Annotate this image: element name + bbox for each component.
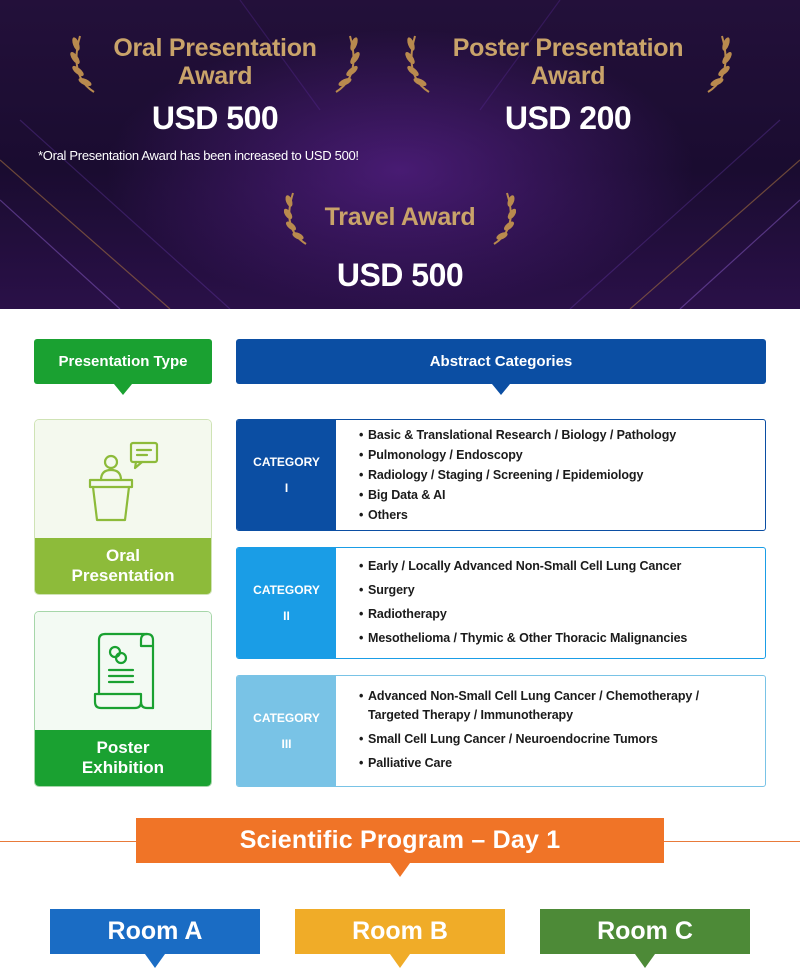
category-numeral: III (281, 737, 292, 751)
list-item: • Others (359, 508, 755, 523)
presentation-type-header-label: Presentation Type (58, 353, 188, 370)
down-arrow-icon (635, 954, 655, 968)
down-arrow-icon (145, 954, 165, 968)
award-title: Poster Presentation (452, 34, 684, 62)
list-item: • Small Cell Lung Cancer / Neuroendocrine Tumors (359, 732, 755, 747)
list-item: • Radiology / Staging / Screening / Epidemiology (359, 468, 755, 483)
card-label-line1: Poster (96, 738, 150, 757)
card-illustration (35, 612, 211, 732)
list-item: • Advanced Non-Small Cell Lung Cancer / Chemotherapy / (359, 689, 755, 704)
oral-presentation-card (34, 419, 212, 595)
down-arrow-icon (390, 954, 410, 968)
scroll-certificate-icon (35, 612, 212, 732)
list-item: • Palliative Care (359, 756, 755, 771)
category-label: CATEGORY (253, 583, 320, 597)
poster-presentation-award (428, 34, 708, 134)
list-item: • Mesothelioma / Thymic & Other Thoracic Malignancies (359, 631, 755, 646)
room-a-tab[interactable] (50, 909, 260, 954)
travel-award (300, 203, 500, 293)
category-topic-list (359, 428, 755, 523)
award-title-line2: Award (177, 62, 253, 90)
award-title: Oral Presentation (113, 34, 317, 62)
category-i-box (236, 419, 766, 531)
card-label-line2: Exhibition (81, 758, 165, 777)
category-ii-box (236, 547, 766, 659)
room-label: Room C (597, 917, 693, 945)
list-item: • Big Data & AI (359, 488, 755, 503)
list-item: • Early / Locally Advanced Non-Small Cell Lung Cancer (359, 559, 755, 574)
room-label: Room B (352, 917, 448, 945)
podium-speech-icon (35, 420, 212, 540)
award-title-line2: Award (530, 62, 606, 90)
card-label-line1: Oral (105, 546, 140, 565)
room-c-tab[interactable] (540, 909, 750, 954)
category-label: CATEGORY (253, 711, 320, 725)
awards-hero (0, 0, 800, 309)
down-arrow-icon (492, 384, 510, 395)
program-title-text: Scientific Program – Day 1 (239, 826, 561, 854)
category-badge (237, 420, 336, 530)
list-item: • Pulmonology / Endoscopy (359, 448, 755, 463)
award-amount: USD 500 (336, 257, 464, 293)
category-iii-box (236, 675, 766, 787)
room-b-tab[interactable] (295, 909, 505, 954)
category-topic-list (359, 689, 755, 771)
down-arrow-icon (390, 863, 410, 877)
list-item-continued: Targeted Therapy / Immunotherapy (368, 708, 573, 722)
award-increase-note: *Oral Presentation Award has been increased to USD 500! (38, 148, 359, 163)
list-item: • Surgery (359, 583, 755, 598)
room-label: Room A (107, 917, 203, 945)
scientific-program-title (136, 818, 664, 863)
list-item: • Basic & Translational Research / Biology / Pathology (359, 428, 755, 443)
award-title: Travel Award (324, 203, 476, 231)
category-badge (237, 548, 336, 658)
oral-presentation-label (35, 538, 211, 594)
oral-presentation-award (95, 34, 335, 134)
abstract-categories-header-label: Abstract Categories (429, 353, 573, 370)
poster-exhibition-card (34, 611, 212, 787)
list-item: • Radiotherapy (359, 607, 755, 622)
card-illustration (35, 420, 211, 540)
abstract-categories-header (236, 339, 766, 384)
category-label: CATEGORY (253, 455, 320, 469)
category-badge (237, 676, 336, 786)
card-label-line2: Presentation (71, 566, 175, 585)
category-numeral: I (284, 481, 289, 495)
category-topic-list (359, 559, 755, 646)
award-amount: USD 200 (504, 100, 632, 136)
down-arrow-icon (114, 384, 132, 395)
poster-exhibition-label (35, 730, 211, 786)
category-numeral: II (283, 609, 290, 623)
award-amount: USD 500 (151, 100, 279, 136)
presentation-type-header (34, 339, 212, 384)
